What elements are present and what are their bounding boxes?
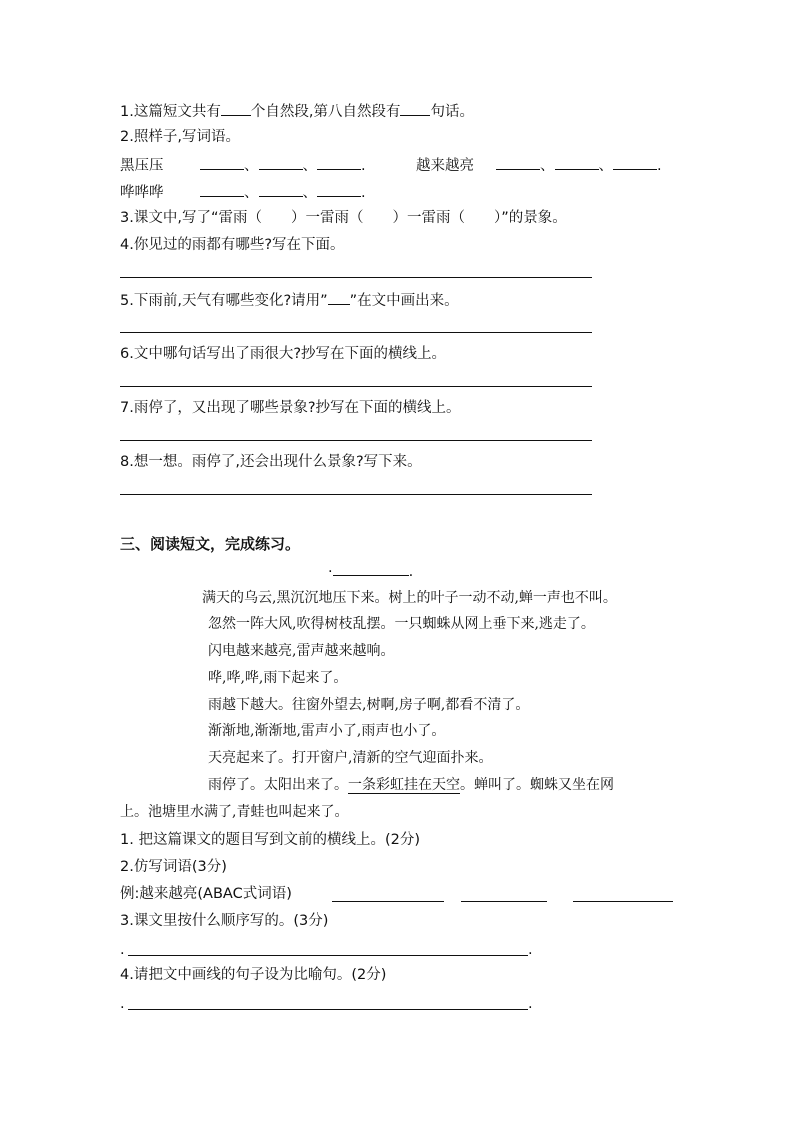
question-2: 2.照样子,写词语。 <box>120 129 240 145</box>
underlined-sentence: 一条彩虹挂在天空 <box>348 777 460 793</box>
paragraph-8-text-b: 。蝉叫了。蜘蛛又坐在网 <box>460 777 614 793</box>
passage-paragraph-3: 闪电越来越亮,雷声越来越响。 <box>208 643 395 659</box>
question-5-text-a: 5.下雨前,天气有哪些变化?请用” <box>120 293 328 309</box>
passage-paragraph-5: 雨越下越大。往窗外望去,树啊,房子啊,都看不清了。 <box>208 697 530 713</box>
reading-question-3: 3.课文里按什么顺序写的。(3分) <box>120 913 329 929</box>
word-row-2 <box>416 155 662 176</box>
answer-line[interactable] <box>120 277 592 278</box>
answer-blank[interactable] <box>461 901 547 902</box>
passage-paragraph-1: 满天的乌云,黑沉沉地压下来。树上的叶子一动不动,蝉一声也不叫。 <box>202 590 617 606</box>
answer-blank[interactable] <box>200 182 244 197</box>
question-1-text-a: 1.这篇短文共有 <box>120 104 221 120</box>
question-5 <box>120 290 459 311</box>
paragraph-8-text-a: 雨停了。太阳出来了。 <box>208 777 348 793</box>
answer-line[interactable] <box>128 955 528 956</box>
answer-line[interactable] <box>120 386 592 387</box>
reading-question-2-example: 例:越来越亮(ABAC式词语) <box>120 886 292 902</box>
separator: . <box>361 185 366 201</box>
title-prefix: · <box>328 564 333 580</box>
answer-blank[interactable] <box>400 101 430 116</box>
trailing-dot: . <box>528 996 533 1012</box>
separator: 、 <box>244 158 259 174</box>
title-suffix: . <box>408 564 414 580</box>
passage-paragraph-4: 哗,哗,哗,雨下起来了。 <box>208 670 348 686</box>
answer-blank[interactable] <box>613 155 657 170</box>
passage-title-line <box>328 561 413 582</box>
section-heading: 三、阅读短文，完成练习。 <box>120 535 301 553</box>
reading-question-4: 4.请把文中画线的句子设为比喻句。(2分) <box>120 967 387 983</box>
answer-blank[interactable] <box>200 155 244 170</box>
passage-paragraph-7: 天亮起来了。打开窗户,清新的空气迎面扑来。 <box>208 750 493 766</box>
title-blank[interactable] <box>333 561 409 576</box>
answer-line[interactable] <box>120 332 592 333</box>
answer-blank[interactable] <box>573 901 673 902</box>
answer-blank[interactable] <box>332 901 444 902</box>
word-row-3 <box>120 182 366 203</box>
separator: . <box>361 158 366 174</box>
separator: . <box>657 158 662 174</box>
question-3: 3.课文中,写了“雷雨（ ）一雷雨（ ）一雷雨（ ）”的景象。 <box>120 210 567 226</box>
passage-paragraph-6: 渐渐地,渐渐地,雷声小了,雨声也小了。 <box>208 723 446 739</box>
answer-blank[interactable] <box>555 155 599 170</box>
question-7: 7.雨停了，又出现了哪些景象?抄写在下面的横线上。 <box>120 400 461 416</box>
trailing-dot: . <box>528 942 533 958</box>
answer-blank[interactable] <box>259 155 303 170</box>
passage-paragraph-8-continued: 上。池塘里水满了,青蛙也叫起来了。 <box>120 804 349 820</box>
separator: 、 <box>540 158 555 174</box>
answer-line[interactable] <box>120 494 592 495</box>
answer-blank[interactable] <box>496 155 540 170</box>
separator: 、 <box>244 185 259 201</box>
word-row-1 <box>120 155 366 176</box>
answer-blank[interactable] <box>328 290 350 305</box>
answer-blank[interactable] <box>259 182 303 197</box>
question-4: 4.你见过的雨都有哪些?写在下面。 <box>120 237 345 253</box>
answer-line[interactable] <box>128 1009 528 1010</box>
leading-dot: . <box>120 942 125 958</box>
question-1-text-c: 句话。 <box>430 104 474 120</box>
answer-line[interactable] <box>120 440 592 441</box>
reading-question-1: 1. 把这篇课文的题目写到文前的横线上。(2分) <box>120 832 420 848</box>
question-1 <box>120 101 474 122</box>
leading-dot: . <box>120 996 125 1012</box>
example-word: 哗哗哗 <box>120 185 164 201</box>
question-8: 8.想一想。雨停了,还会出现什么景象?写下来。 <box>120 454 422 470</box>
separator: 、 <box>302 158 317 174</box>
answer-blank[interactable] <box>221 101 251 116</box>
separator: 、 <box>302 185 317 201</box>
example-word: 黑压压 <box>120 158 164 174</box>
separator: 、 <box>598 158 613 174</box>
answer-blank[interactable] <box>317 155 361 170</box>
answer-blank[interactable] <box>317 182 361 197</box>
question-1-text-b: 个自然段,第八自然段有 <box>250 104 401 120</box>
passage-paragraph-2: 忽然一阵大风,吹得树枝乱摆。一只蜘蛛从网上垂下来,逃走了。 <box>208 616 595 632</box>
passage-paragraph-8 <box>208 775 614 795</box>
question-5-text-b: ”在文中画出来。 <box>349 293 459 309</box>
example-word: 越来越亮 <box>416 158 474 174</box>
reading-question-2: 2.仿写词语(3分) <box>120 859 227 875</box>
question-6: 6.文中哪句话写出了雨很大?抄写在下面的横线上。 <box>120 346 447 362</box>
